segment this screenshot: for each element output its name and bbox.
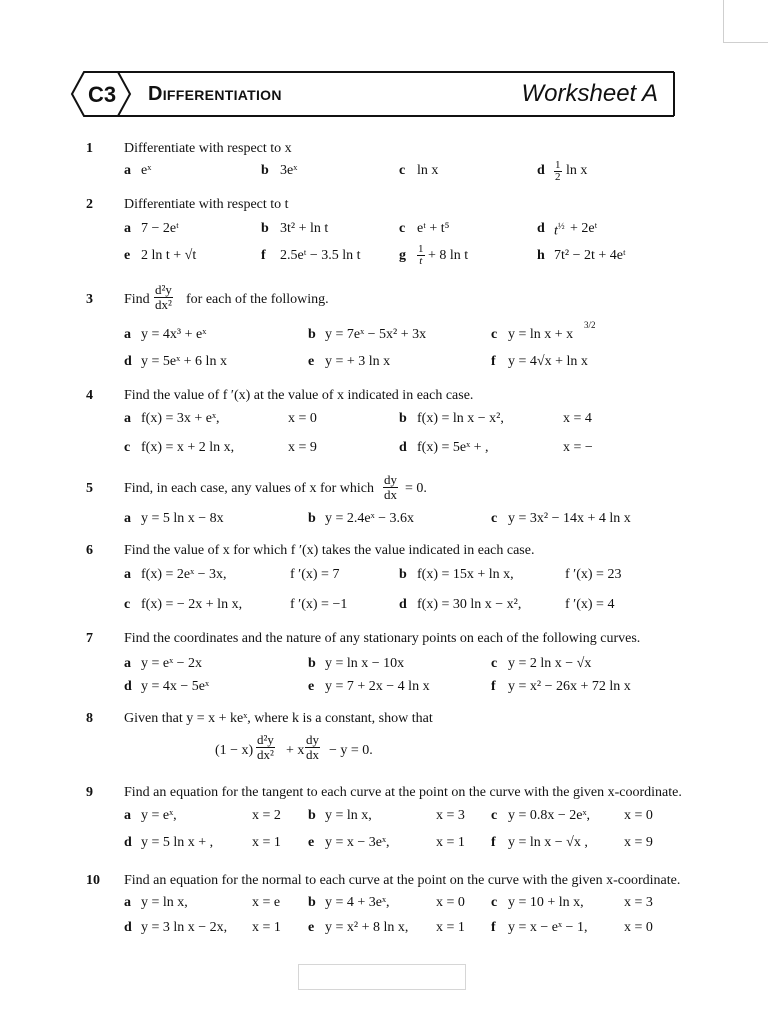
exponent-three-halves: 3/2 xyxy=(584,320,596,330)
part-label: e xyxy=(124,248,131,263)
part-expression: y = 7 + 2x − 4 ln x xyxy=(325,679,430,694)
part-label: a xyxy=(124,567,131,582)
part-expression: y = 5 ln x − 8x xyxy=(141,511,224,526)
part-expression: y = 10 + ln x, xyxy=(508,895,584,910)
part-label: e xyxy=(308,920,315,935)
part-label: a xyxy=(124,895,131,910)
part-value: x = − xyxy=(563,440,593,455)
part-expression: y = eˣ, xyxy=(141,808,177,823)
part-label: d xyxy=(537,221,545,236)
question-number: 3 xyxy=(86,292,93,307)
part-value: x = 9 xyxy=(288,440,317,455)
part-expression: y = ln x − √x , xyxy=(508,835,588,850)
part-label: g xyxy=(399,248,406,263)
question-prompt: Find an equation for the tangent to each curve at the point on the curve with the given x-coordinate. xyxy=(124,785,682,800)
question-prompt: Find the coordinates and the nature of any stationary points on each of the following curves. xyxy=(124,631,641,646)
part-expression: y = 4 + 3eˣ, xyxy=(325,895,390,910)
part-label: a xyxy=(124,221,131,236)
part-label: d xyxy=(124,920,132,935)
second-derivative-fraction: $\frac{\text{d²y}}{\text{dx²}}$ xyxy=(155,282,172,312)
part-label: b xyxy=(399,411,407,426)
part-expression: y = 0.8x − 2eˣ, xyxy=(508,808,591,823)
part-expression: ln x xyxy=(417,163,439,178)
part-expression: y = x² + 8 ln x, xyxy=(325,920,409,935)
part-label: b xyxy=(308,808,316,823)
part-expression: f(x) = x + 2 ln x, xyxy=(141,440,235,455)
part-label: f xyxy=(491,920,496,935)
part-value: x = 0 xyxy=(436,895,465,910)
part-expression: y = ln x + x xyxy=(508,327,574,342)
part-value: f ′(x) = 7 xyxy=(290,567,340,582)
part-label: a xyxy=(124,656,131,671)
part-value: f ′(x) = 23 xyxy=(565,567,622,582)
part-expression: f(x) = 15x + ln x, xyxy=(417,567,514,582)
part-expression: 3t² + ln t xyxy=(280,221,329,236)
part-expression: f(x) = 2eˣ − 3x, xyxy=(141,567,227,582)
part-expression: y = 4√x + ln x xyxy=(508,354,588,369)
part-expression: y = 4x − 5eˣ xyxy=(141,679,210,694)
part-label: h xyxy=(537,248,545,263)
part-expression: f(x) = 5eˣ + , xyxy=(417,440,489,455)
part-expression: y = ln x − 10x xyxy=(325,656,405,671)
part-expression: y = 5eˣ + 6 ln x xyxy=(141,354,227,369)
equation-middle: + x xyxy=(286,743,305,758)
part-expression: ln x xyxy=(566,163,588,178)
part-label: c xyxy=(399,221,406,236)
question-number: 10 xyxy=(86,873,100,888)
part-label: d xyxy=(399,597,407,612)
part-label: a xyxy=(124,511,131,526)
part-expression: f(x) = − 2x + ln x, xyxy=(141,597,243,612)
page-title: Differentiation xyxy=(148,83,282,105)
part-value: x = 1 xyxy=(436,920,465,935)
part-value: f ′(x) = −1 xyxy=(290,597,348,612)
part-value: x = 1 xyxy=(436,835,465,850)
part-expression: y = 2 ln x − √x xyxy=(508,656,592,671)
question-prompt: Find, in each case, any values of x for which xyxy=(124,481,374,496)
question-prompt: Find the value of f ′(x) at the value of x indicated in each case. xyxy=(124,388,474,403)
one-over-t-fraction: $\frac{1}{t}$ xyxy=(418,243,424,267)
part-expression: f(x) = ln x − x², xyxy=(417,411,504,426)
part-expression: 7 − 2eᵗ xyxy=(141,221,179,236)
part-label: f xyxy=(261,248,266,263)
part-label: f xyxy=(491,354,496,369)
part-label: b xyxy=(261,163,269,178)
worksheet-header xyxy=(70,70,676,118)
part-value: x = 1 xyxy=(252,835,281,850)
question-number: 8 xyxy=(86,711,93,726)
part-label: d xyxy=(124,835,132,850)
part-expression: eᵗ + t⁵ xyxy=(417,221,450,236)
question-prompt: Find an equation for the normal to each curve at the point on the curve with the given x-coordinate. xyxy=(124,873,681,888)
part-label: f xyxy=(491,679,496,694)
part-value: x = 0 xyxy=(288,411,317,426)
part-expression: y = 5 ln x + , xyxy=(141,835,214,850)
part-label: c xyxy=(124,597,131,612)
part-label: c xyxy=(491,511,498,526)
part-expression: y = ln x, xyxy=(141,895,188,910)
part-expression: y = 7eˣ − 5x² + 3x xyxy=(325,327,427,342)
part-label: b xyxy=(308,895,316,910)
part-expression: y = 4x³ + eˣ xyxy=(141,327,207,342)
part-expression: 2 ln t + √t xyxy=(141,248,197,263)
part-label: b xyxy=(308,327,316,342)
part-label: c xyxy=(399,163,406,178)
part-value: x = 0 xyxy=(624,808,653,823)
part-expression: + 2eᵗ xyxy=(570,221,598,236)
half-fraction: $\frac{1}{2}$ xyxy=(555,159,561,183)
part-expression: y = eˣ − 2x xyxy=(141,656,203,671)
page-corner-tab xyxy=(723,0,768,43)
question-number: 7 xyxy=(86,631,93,646)
question-prompt: Differentiate with respect to x xyxy=(124,141,292,156)
part-value: f ′(x) = 4 xyxy=(565,597,615,612)
part-expression: y = x² − 26x + 72 ln x xyxy=(508,679,631,694)
part-label: c xyxy=(491,327,498,342)
part-expression: y = 3x² − 14x + 4 ln x xyxy=(508,511,631,526)
part-value: x = e xyxy=(252,895,281,910)
page-navigation-box[interactable] xyxy=(298,964,466,990)
part-label: d xyxy=(399,440,407,455)
part-expression: y = + 3 ln x xyxy=(325,354,391,369)
part-label: a xyxy=(124,163,131,178)
part-expression: 2.5eᵗ − 3.5 ln t xyxy=(280,248,361,263)
find-word: Find xyxy=(124,292,150,307)
question-number: 5 xyxy=(86,481,93,496)
part-label: d xyxy=(124,679,132,694)
part-value: x = 4 xyxy=(563,411,592,426)
part-label: e xyxy=(308,354,315,369)
part-expression: y = ln x, xyxy=(325,808,372,823)
part-label: d xyxy=(124,354,132,369)
part-expression: 3eˣ xyxy=(280,163,298,178)
part-expression: y = x − eˣ − 1, xyxy=(508,920,588,935)
part-label: a xyxy=(124,808,131,823)
part-expression: y = x − 3eˣ, xyxy=(325,835,390,850)
part-expression: eˣ xyxy=(141,163,152,178)
part-value: x = 9 xyxy=(624,835,653,850)
part-expression: y = 2.4eˣ − 3.6x xyxy=(325,511,415,526)
question-number: 2 xyxy=(86,197,93,212)
question-prompt: Given that y = x + keˣ, where k is a constant, show that xyxy=(124,711,433,726)
question-number: 6 xyxy=(86,543,93,558)
t-power-half: $t^{\frac{1}{2}}$ xyxy=(554,221,565,239)
question-tail: = 0. xyxy=(405,481,427,496)
first-derivative-fraction: $\frac{dy}{dx}$ xyxy=(384,472,397,502)
first-derivative-fraction: $\frac{dy}{dx}$ xyxy=(306,732,319,762)
part-expression: f(x) = 3x + eˣ, xyxy=(141,411,220,426)
part-label: f xyxy=(491,835,496,850)
part-expression: 7t² − 2t + 4eᵗ xyxy=(554,248,626,263)
question-prompt: Find the value of x for which f ′(x) takes the value indicated in each case. xyxy=(124,543,535,558)
equation-suffix: − y = 0. xyxy=(329,743,373,758)
part-expression: f(x) = 30 ln x − x², xyxy=(417,597,522,612)
part-value: x = 3 xyxy=(624,895,653,910)
part-label: c xyxy=(491,895,498,910)
worksheet-label: Worksheet A xyxy=(521,80,658,107)
question-number: 1 xyxy=(86,141,93,156)
part-label: b xyxy=(399,567,407,582)
question-prompt: Differentiate with respect to t xyxy=(124,197,289,212)
part-label: a xyxy=(124,327,131,342)
part-label: b xyxy=(308,511,316,526)
question-number: 4 xyxy=(86,388,93,403)
part-value: x = 2 xyxy=(252,808,281,823)
part-label: d xyxy=(537,163,545,178)
part-expression: y = 3 ln x − 2x, xyxy=(141,920,228,935)
question-prompt: for each of the following. xyxy=(186,292,329,307)
part-value: x = 0 xyxy=(624,920,653,935)
part-label: b xyxy=(261,221,269,236)
part-value: x = 1 xyxy=(252,920,281,935)
part-label: b xyxy=(308,656,316,671)
second-derivative-fraction: $\frac{\text{d²y}}{\text{dx²}}$ xyxy=(257,732,274,762)
part-value: x = 3 xyxy=(436,808,465,823)
question-number: 9 xyxy=(86,785,93,800)
part-label: a xyxy=(124,411,131,426)
chapter-code: C3 xyxy=(88,82,117,107)
part-label: c xyxy=(491,808,498,823)
part-label: e xyxy=(308,679,315,694)
part-expression: + 8 ln t xyxy=(428,248,469,263)
part-label: e xyxy=(308,835,315,850)
part-label: c xyxy=(491,656,498,671)
part-label: c xyxy=(124,440,131,455)
equation-prefix: (1 − x) xyxy=(215,743,254,758)
